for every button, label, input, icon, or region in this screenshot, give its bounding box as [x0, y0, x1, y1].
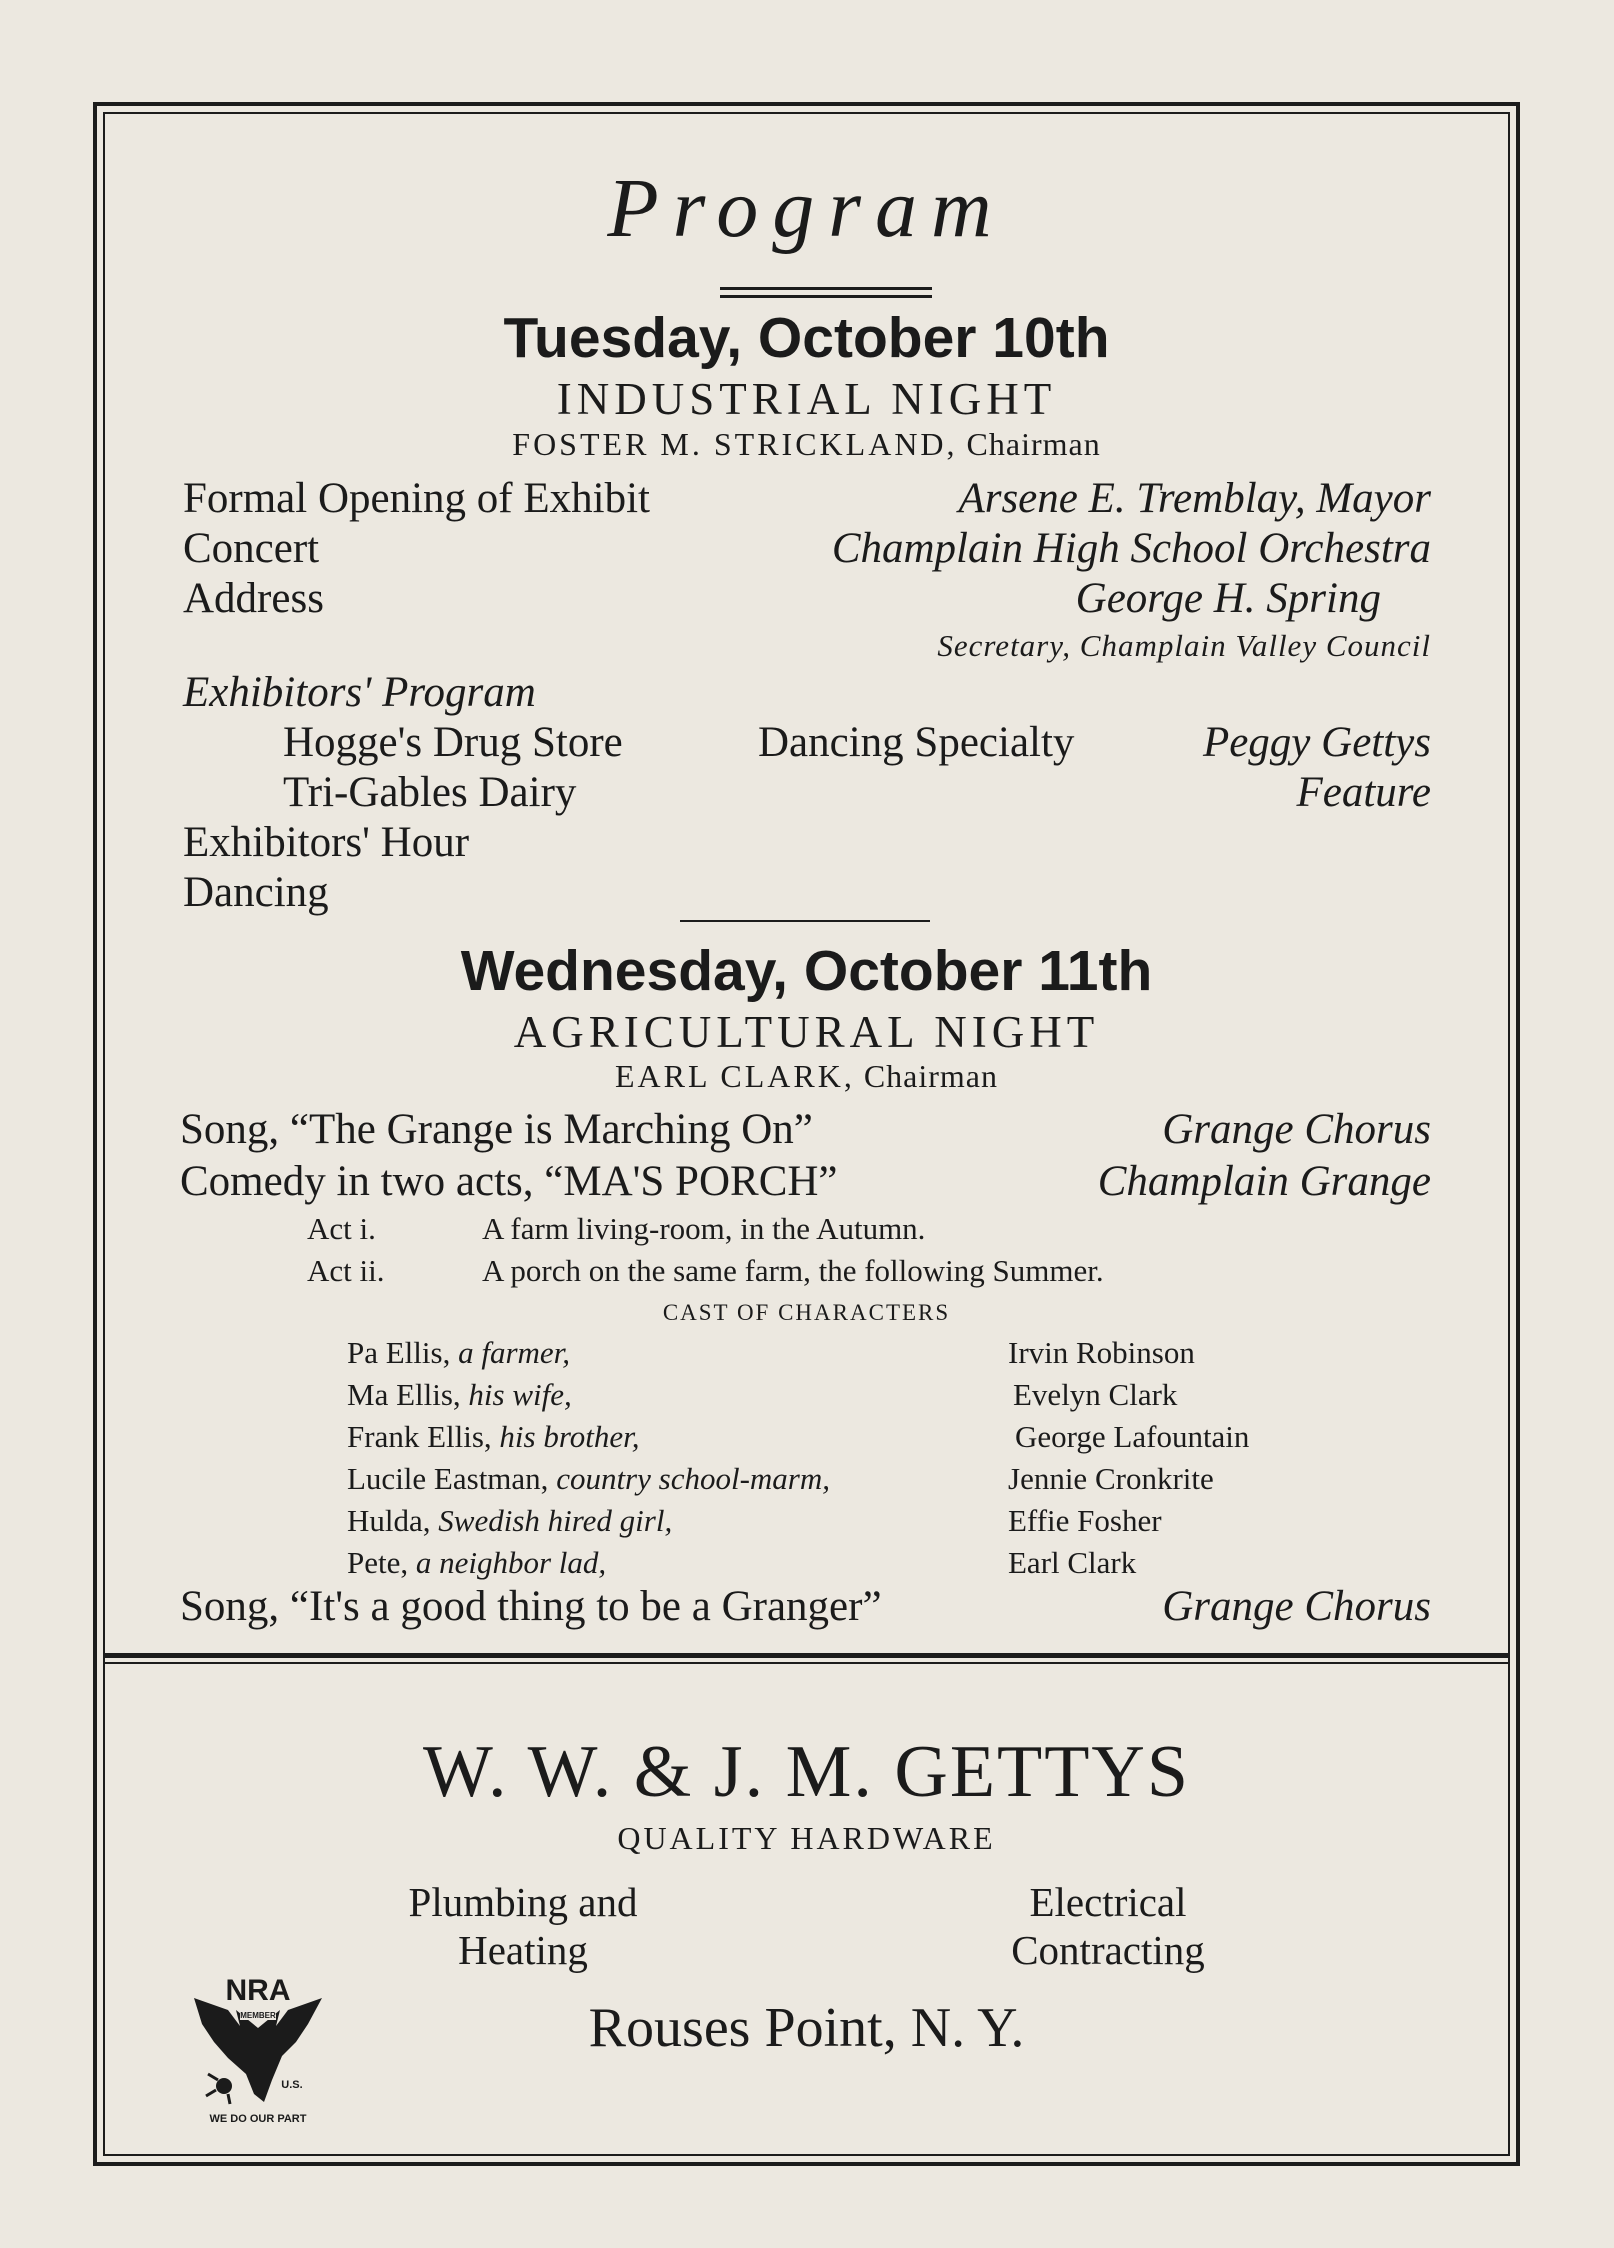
cast-actor: George Lafountain	[1015, 1419, 1250, 1454]
act1-label: Act i.	[307, 1211, 376, 1246]
cast-actor: Jennie Cronkrite	[1008, 1461, 1214, 1496]
tuesday-date: Tuesday, October 10th	[503, 306, 1110, 370]
cast-name: Pa Ellis,	[347, 1335, 451, 1370]
cast-row	[347, 1503, 672, 1539]
peggy-gettys: Peggy Gettys	[1202, 719, 1431, 766]
dancing-specialty: Dancing Specialty	[758, 719, 1075, 766]
title-rule-top	[720, 287, 932, 290]
wednesday-chairman-role: Chairman	[863, 1058, 998, 1094]
service-right-line1: Electrical	[1029, 1879, 1187, 1925]
row-item-formal-opening: Formal Opening of Exhibit	[183, 475, 650, 522]
comedy-performer: Champlain Grange	[1097, 1158, 1431, 1205]
dancing: Dancing	[183, 869, 329, 916]
cast-row	[347, 1545, 606, 1581]
cast-heading: CAST OF CHARACTERS	[662, 1300, 951, 1325]
tuesday-night-title: INDUSTRIAL NIGHT	[556, 374, 1057, 424]
act1-description: A farm living-room, in the Autumn.	[482, 1211, 926, 1246]
cast-name: Frank Ellis,	[347, 1419, 492, 1454]
service-right-line2: Contracting	[1011, 1927, 1205, 1973]
business-location: Rouses Point, N. Y.	[588, 1997, 1025, 2059]
song-good-thing-granger: Song, “It's a good thing to be a Granger”	[180, 1583, 882, 1630]
service-plumbing	[323, 1878, 723, 1974]
nra-motto: WE DO OUR PART	[209, 2113, 307, 2125]
exhibitors-program-heading: Exhibitors' Program	[183, 669, 536, 716]
cast-role: a neighbor lad,	[415, 1545, 607, 1580]
day-separator-rule	[680, 920, 930, 922]
wednesday-night-title: AGRICULTURAL NIGHT	[513, 1007, 1100, 1057]
wednesday-chairman-name: EARL CLARK,	[615, 1058, 855, 1094]
act2-label: Act ii.	[307, 1253, 385, 1288]
cast-row	[347, 1419, 640, 1455]
nra-member: MEMBER	[240, 2011, 276, 2020]
cast-name: Hulda,	[347, 1503, 431, 1538]
cast-role: a farmer,	[458, 1335, 571, 1370]
business-tagline: QUALITY HARDWARE	[617, 1820, 996, 1856]
act2-description: A porch on the same farm, the following Summer.	[482, 1253, 1104, 1288]
exhibitors-hour: Exhibitors' Hour	[183, 819, 470, 866]
cast-role: his brother,	[499, 1419, 640, 1454]
cast-row	[347, 1461, 830, 1497]
nra-letters: NRA	[225, 1974, 291, 2007]
service-electrical	[908, 1878, 1308, 1974]
cast-name: Ma Ellis,	[347, 1377, 461, 1412]
cast-row	[347, 1377, 572, 1413]
ad-divider-thin	[103, 1662, 1510, 1664]
nra-eagle-icon	[188, 1970, 328, 2130]
business-name: W. W. & J. M. GETTYS	[422, 1731, 1191, 1813]
cast-actor: Evelyn Clark	[1013, 1377, 1178, 1412]
comedy-mas-porch: Comedy in two acts, “MA'S PORCH”	[180, 1158, 838, 1205]
feature-label: Feature	[1296, 769, 1431, 816]
cast-name: Pete,	[347, 1545, 409, 1580]
cast-role: Swedish hired girl,	[438, 1503, 673, 1538]
cast-actor: Earl Clark	[1008, 1545, 1137, 1580]
service-left-line1: Plumbing and	[408, 1879, 638, 1925]
song1-performer: Grange Chorus	[1162, 1106, 1431, 1153]
tri-gables-dairy: Tri-Gables Dairy	[283, 769, 577, 816]
cast-name: Lucile Eastman,	[347, 1461, 549, 1496]
song2-performer: Grange Chorus	[1162, 1583, 1431, 1630]
row-item-concert: Concert	[183, 525, 320, 572]
song-grange-marching: Song, “The Grange is Marching On”	[180, 1106, 813, 1153]
tuesday-chairman-role: Chairman	[966, 426, 1101, 462]
title-rule-bottom	[720, 295, 932, 298]
cast-row	[347, 1335, 570, 1371]
service-left-line2: Heating	[458, 1927, 588, 1973]
cast-actor: Effie Fosher	[1008, 1503, 1162, 1538]
cast-role: country school-marm,	[556, 1461, 830, 1496]
wednesday-date: Wednesday, October 11th	[460, 939, 1153, 1003]
tuesday-chairman	[103, 426, 1510, 463]
nra-eagle-logo	[188, 1970, 328, 2130]
tuesday-chairman-name: FOSTER M. STRICKLAND,	[512, 426, 958, 462]
row-performer-spring: George H. Spring	[1075, 575, 1381, 622]
cast-role: his wife,	[468, 1377, 572, 1412]
nra-us: U.S.	[281, 2079, 303, 2091]
ad-divider-thick	[103, 1653, 1510, 1658]
row-performer-mayor: Arsene E. Tremblay, Mayor	[958, 475, 1431, 522]
cast-actor: Irvin Robinson	[1008, 1335, 1195, 1370]
wednesday-chairman	[103, 1058, 1510, 1095]
row-performer-orchestra: Champlain High School Orchestra	[831, 525, 1431, 572]
spring-note: Secretary, Champlain Valley Council	[937, 628, 1431, 663]
row-item-address: Address	[183, 575, 324, 622]
program-title: Program	[607, 162, 1006, 255]
hogge-drug-store: Hogge's Drug Store	[283, 719, 623, 766]
